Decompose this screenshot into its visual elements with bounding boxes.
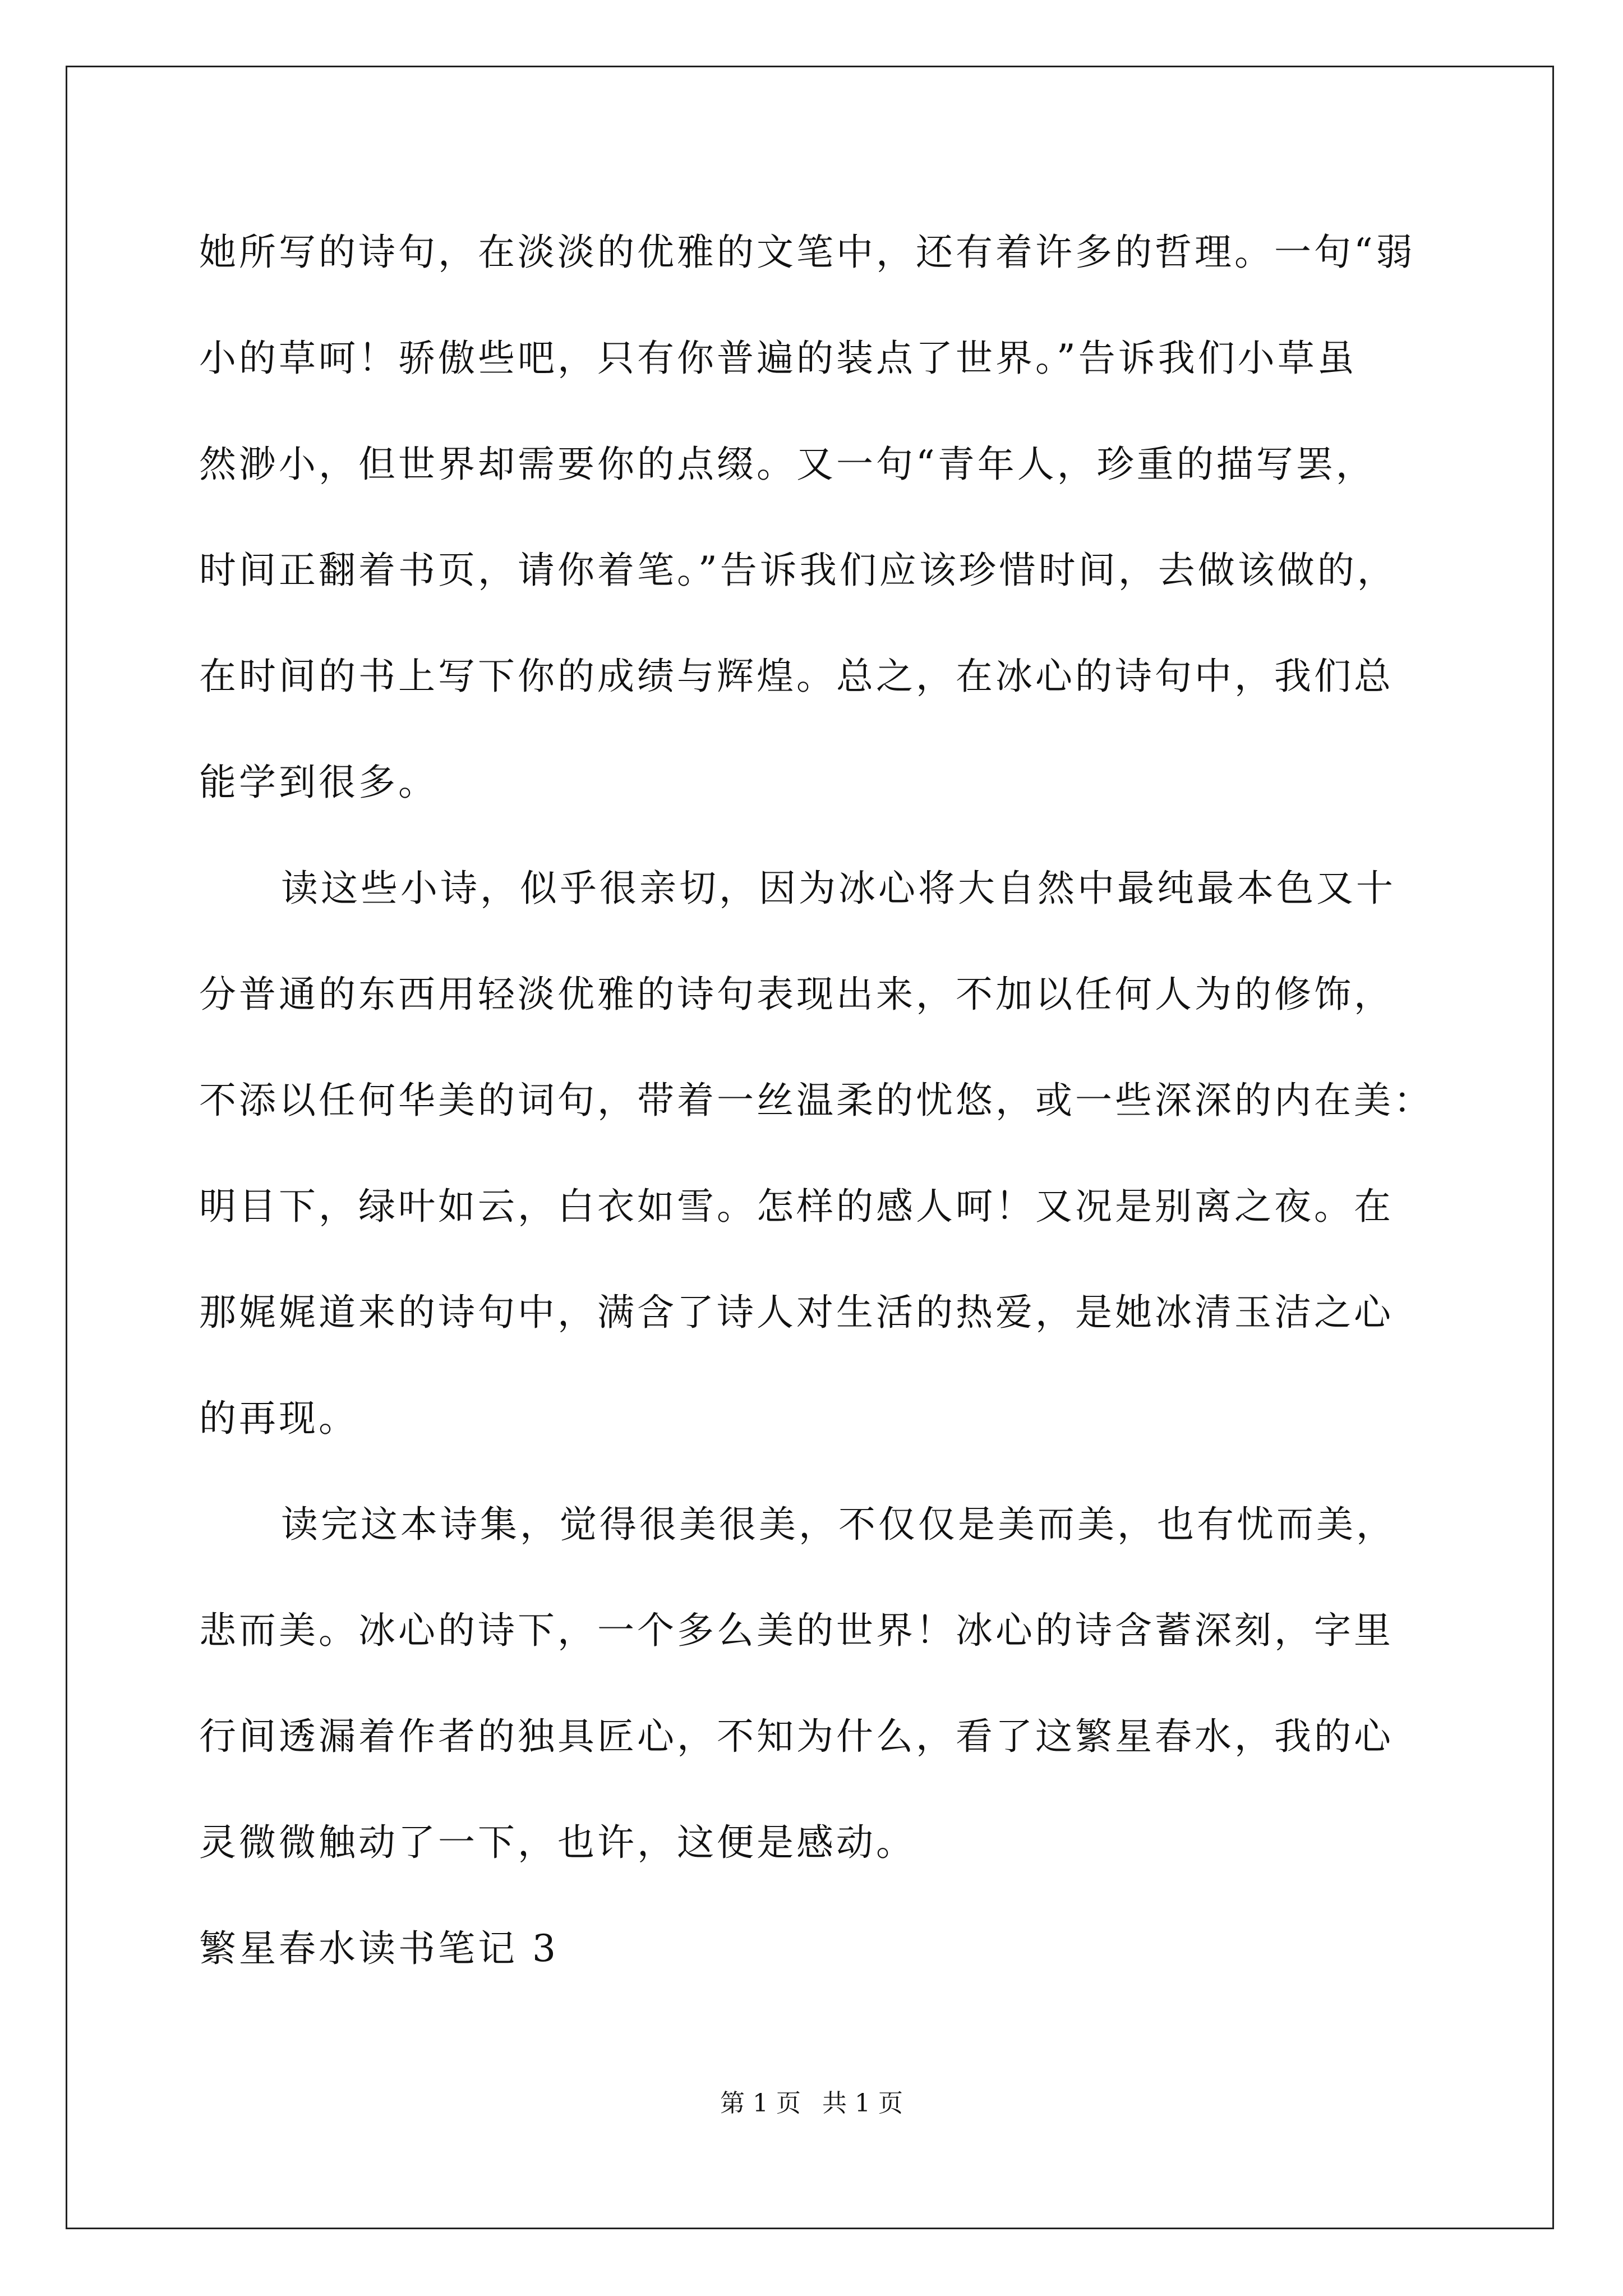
text-line: 然渺小，但世界却需要你的点缀。又一句“青年人，珍重的描写罢，: [199, 443, 1376, 486]
text-line: 分普通的东西用轻淡优雅的诗句表现出来，不加以任何人为的修饰，: [199, 973, 1394, 1016]
section-heading: 繁星春水读书笔记 3: [199, 1927, 559, 1970]
text-line: 明目下，绿叶如云，白衣如雪。怎样的感人呵！又况是别离之夜。在: [199, 1185, 1394, 1228]
text-line: 时间正翻着书页，请你着笔。”告诉我们应该珍惜时间，去做该做的，: [199, 549, 1397, 592]
text-line: 行间透漏着作者的独具匠心，不知为什么，看了这繁星春水，我的心: [199, 1715, 1394, 1758]
text-line: 悲而美。冰心的诗下，一个多么美的世界！冰心的诗含蓄深刻，字里: [199, 1609, 1394, 1652]
text-line: 不添以任何华美的词句，带着一丝温柔的忧悠，或一些深深的内在美：: [199, 1079, 1433, 1122]
text-line: 那娓娓道来的诗句中，满含了诗人对生活的热爱，是她冰清玉洁之心: [199, 1291, 1394, 1334]
text-line: 她所写的诗句，在淡淡的优雅的文笔中，还有着许多的哲理。一句“弱: [199, 231, 1415, 274]
text-line: 在时间的书上写下你的成绩与辉煌。总之，在冰心的诗句中，我们总: [199, 655, 1394, 698]
text-line: 的再现。: [199, 1397, 358, 1440]
page-footer: [0, 2087, 1623, 2120]
text-line: 灵微微触动了一下，也许，这便是感动。: [199, 1821, 916, 1864]
text-line: 小的草呵！骄傲些吧，只有你普遍的装点了世界。”告诉我们小草虽: [199, 337, 1357, 380]
text-line: 能学到很多。: [199, 761, 438, 804]
page-number: 第 1 页: [720, 2089, 801, 2118]
page-count: 共 1 页: [822, 2089, 903, 2118]
paragraph-start-line: 读完这本诗集，觉得很美很美，不仅仅是美而美，也有忧而美，: [281, 1503, 1396, 1546]
document-body: [199, 199, 1447, 2001]
paragraph-start-line: 读这些小诗，似乎很亲切，因为冰心将大自然中最纯最本色又十: [281, 867, 1396, 910]
